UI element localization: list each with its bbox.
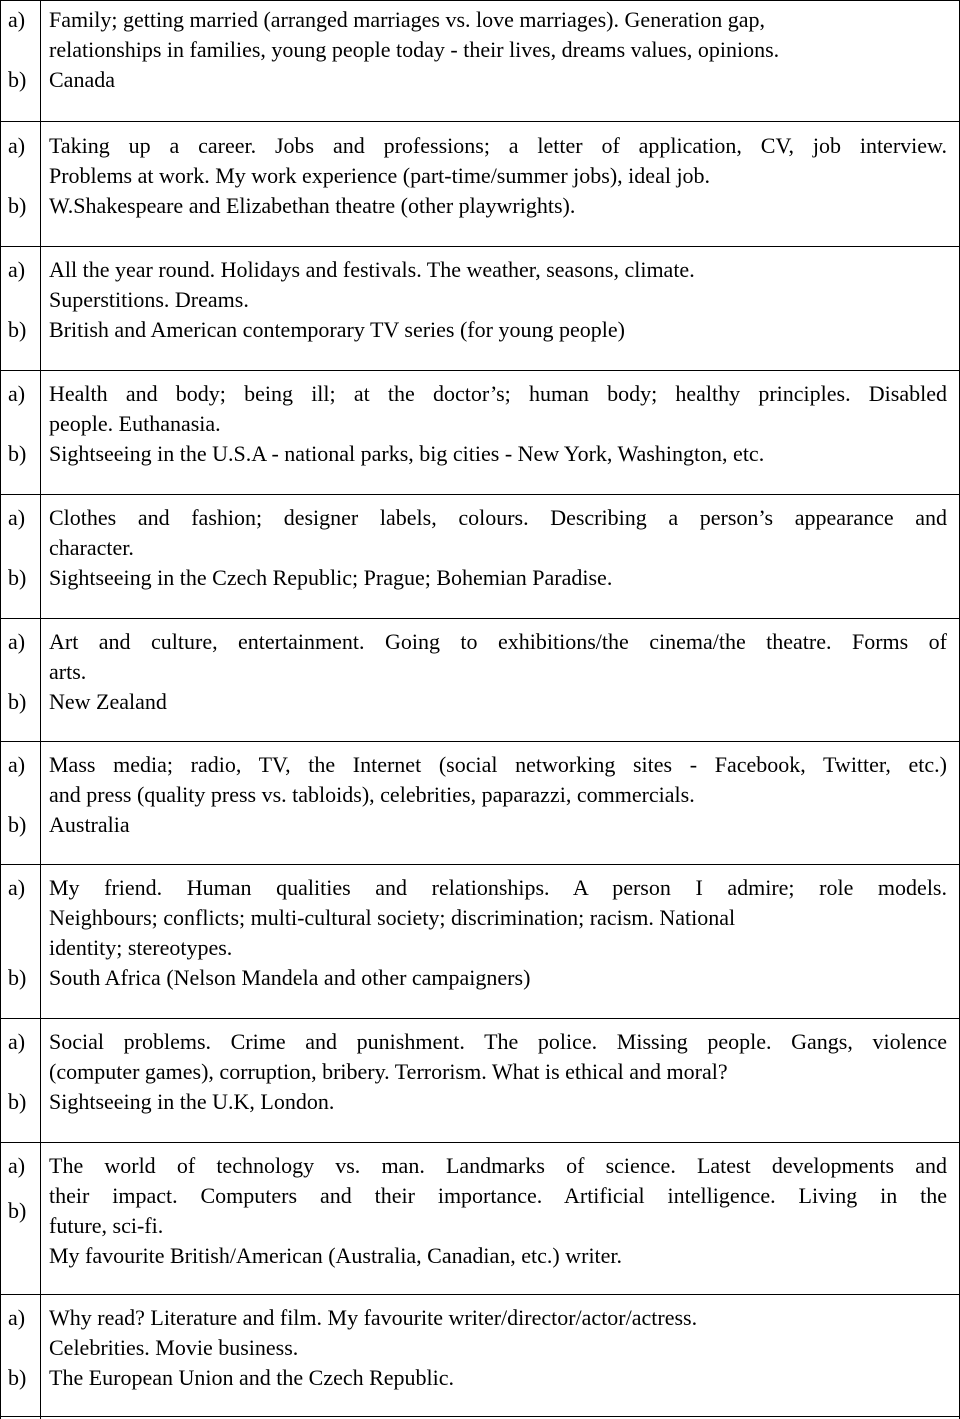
- item-b-line: New Zealand: [49, 689, 167, 714]
- item-b-line: W.Shakespeare and Elizabethan theatre (other playwrights).: [49, 193, 576, 218]
- table-top-border: [0, 0, 960, 1]
- item-a-line: Celebrities. Movie business.: [49, 1335, 299, 1360]
- item-marker-b: b): [8, 1198, 27, 1223]
- item-marker-b: b): [8, 565, 27, 590]
- item-a-line: Neighbours; conflicts; multi-cultural society; discrimination; racism. National: [49, 905, 736, 930]
- item-b-line: South Africa (Nelson Mandela and other campaigners): [49, 965, 531, 990]
- item-a-line: character.: [49, 535, 134, 560]
- item-a-line: their impact. Computers and their importance. Artificial intelligence. Living in the: [49, 1183, 947, 1208]
- item-marker-a: a): [8, 629, 26, 654]
- item-a-line: arts.: [49, 659, 87, 684]
- item-b-line: Sightseeing in the U.S.A - national parks, big cities - New York, Washington, etc.: [49, 441, 765, 466]
- item-marker-b: b): [8, 1365, 27, 1390]
- item-a-line: Superstitions. Dreams.: [49, 287, 249, 312]
- item-b-line: The European Union and the Czech Republic.: [49, 1365, 455, 1390]
- item-b-line: Australia: [49, 812, 130, 837]
- row-divider: [0, 741, 960, 742]
- item-a-line: Social problems. Crime and punishment. The police. Missing people. Gangs, violence: [49, 1029, 947, 1054]
- item-a-line: Art and culture, entertainment. Going to exhibitions/the cinema/the theatre. Forms of: [49, 629, 947, 654]
- item-marker-b: b): [8, 965, 27, 990]
- row-divider: [0, 1294, 960, 1295]
- table-left-border: [0, 0, 1, 1419]
- item-marker-a: a): [8, 381, 26, 406]
- item-marker-b: b): [8, 67, 27, 92]
- item-marker-b: b): [8, 812, 27, 837]
- item-marker-a: a): [8, 1029, 26, 1054]
- item-b-line: Sightseeing in the Czech Republic; Prague; Bohemian Paradise.: [49, 565, 613, 590]
- item-marker-a: a): [8, 752, 26, 777]
- item-a-line: My friend. Human qualities and relationships. A person I admire; role models.: [49, 875, 947, 900]
- item-a-line: future, sci-fi.: [49, 1213, 164, 1238]
- item-marker-a: a): [8, 257, 26, 282]
- item-a-line: and press (quality press vs. tabloids), celebrities, paparazzi, commercials.: [49, 782, 695, 807]
- row-divider: [0, 246, 960, 247]
- item-marker-a: a): [8, 505, 26, 530]
- item-b-line: Canada: [49, 67, 115, 92]
- row-divider: [0, 618, 960, 619]
- item-a-line: Clothes and fashion; designer labels, colours. Describing a person’s appearance and: [49, 505, 947, 530]
- item-a-line: Health and body; being ill; at the doctor’s; human body; healthy principles. Disabled: [49, 381, 947, 406]
- table-bottom-border: [0, 1416, 960, 1417]
- row-divider: [0, 1142, 960, 1143]
- item-marker-b: b): [8, 689, 27, 714]
- item-marker-b: b): [8, 1089, 27, 1114]
- item-a-line: All the year round. Holidays and festivals. The weather, seasons, climate.: [49, 257, 695, 282]
- item-marker-b: b): [8, 317, 27, 342]
- item-marker-a: a): [8, 7, 26, 32]
- item-a-line: Taking up a career. Jobs and professions; a letter of application, CV, job interview.: [49, 133, 947, 158]
- item-a-line: The world of technology vs. man. Landmarks of science. Latest developments and: [49, 1153, 947, 1178]
- item-a-line: relationships in families, young people today - their lives, dreams values, opinions.: [49, 37, 780, 62]
- item-marker-a: a): [8, 1153, 26, 1178]
- item-a-line: (computer games), corruption, bribery. Terrorism. What is ethical and moral?: [49, 1059, 728, 1084]
- item-marker-a: a): [8, 133, 26, 158]
- row-divider: [0, 494, 960, 495]
- item-a-line: Family; getting married (arranged marriages vs. love marriages). Generation gap,: [49, 7, 765, 32]
- item-marker-b: b): [8, 441, 27, 466]
- item-b-line: British and American contemporary TV series (for young people): [49, 317, 625, 342]
- column-divider: [40, 0, 41, 1419]
- item-a-line: Why read? Literature and film. My favourite writer/director/actor/actress.: [49, 1305, 698, 1330]
- item-b-line: Sightseeing in the U.K, London.: [49, 1089, 335, 1114]
- item-marker-a: a): [8, 875, 26, 900]
- item-a-line: people. Euthanasia.: [49, 411, 221, 436]
- item-a-line: identity; stereotypes.: [49, 935, 233, 960]
- item-b-line: My favourite British/American (Australia, Canadian, etc.) writer.: [49, 1243, 623, 1268]
- item-marker-a: a): [8, 1305, 26, 1330]
- row-divider: [0, 121, 960, 122]
- row-divider: [0, 1018, 960, 1019]
- item-a-line: Mass media; radio, TV, the Internet (social networking sites - Facebook, Twitter, etc.): [49, 752, 947, 777]
- row-divider: [0, 864, 960, 865]
- item-a-line: Problems at work. My work experience (part-time/summer jobs), ideal job.: [49, 163, 711, 188]
- row-divider: [0, 370, 960, 371]
- item-marker-b: b): [8, 193, 27, 218]
